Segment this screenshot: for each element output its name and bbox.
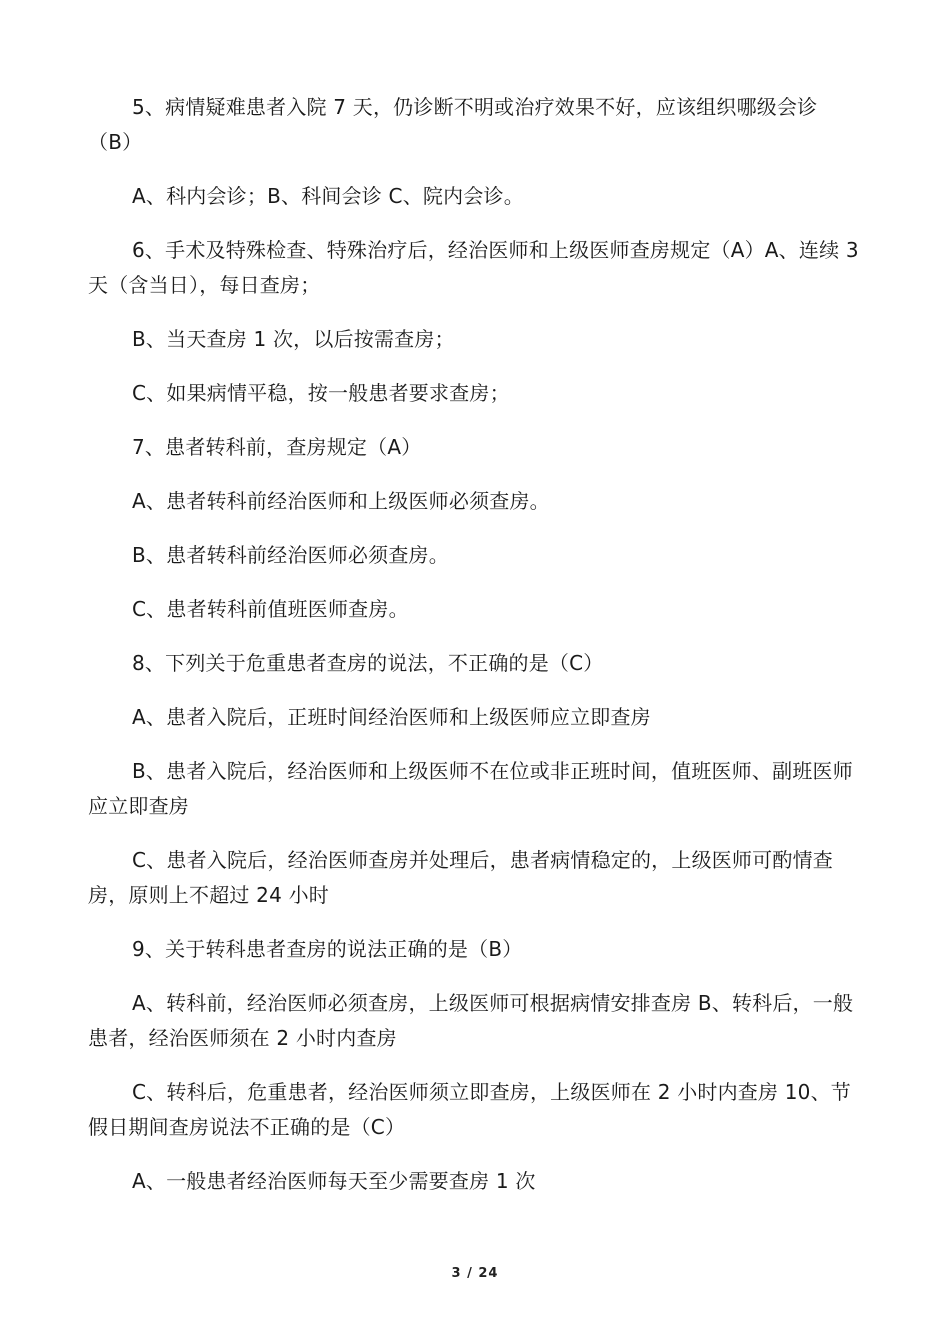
question-7-option-c: C、患者转科前值班医师查房。 <box>132 597 409 621</box>
question-5: 5、病情疑难患者入院 7 天，仍诊断不明或治疗效果不好，应该组织哪级会诊（B） <box>88 95 818 154</box>
question-9-option-a: A、转科前，经治医师必须查房，上级医师可根据病情安排查房 B、转科后，一般患者，经治医师须在 2 小时内查房 <box>88 991 854 1050</box>
question-8-option-a: A、患者入院后，正班时间经治医师和上级医师应立即查房 <box>132 705 651 729</box>
question-7-option-b: B、患者转科前经治医师必须查房。 <box>132 543 449 567</box>
question-8-option-c: C、患者入院后，经治医师查房并处理后，患者病情稳定的，上级医师可酌情查房，原则上不超过 24 小时 <box>88 848 833 907</box>
question-6: 6、手术及特殊检查、特殊治疗后，经治医师和上级医师查房规定（A）A、连续 3 天（含当日），每日查房； <box>88 238 859 297</box>
question-9-option-c: C、转科后，危重患者，经治医师须立即查房，上级医师在 2 小时内查房 10、节假日期间查房说法不正确的是（C） <box>88 1080 852 1139</box>
question-7: 7、患者转科前，查房规定（A） <box>132 435 422 459</box>
question-9: 9、关于转科患者查房的说法正确的是（B） <box>132 937 523 961</box>
question-5-options: A、科内会诊；B、科间会诊 C、院内会诊。 <box>132 184 524 208</box>
question-7-option-a: A、患者转科前经治医师和上级医师必须查房。 <box>132 489 550 513</box>
question-10-option-a: A、一般患者经治医师每天至少需要查房 1 次 <box>132 1169 536 1193</box>
question-6-option-b: B、当天查房 1 次，以后按需查房； <box>132 327 455 351</box>
question-6-option-c: C、如果病情平稳，按一般患者要求查房； <box>132 381 510 405</box>
document-body <box>88 90 860 1218</box>
question-8-option-b: B、患者入院后，经治医师和上级医师不在位或非正班时间，值班医师、副班医师应立即查房 <box>88 759 853 818</box>
question-8: 8、下列关于危重患者查房的说法，不正确的是（C） <box>132 651 604 675</box>
page-number: 3 / 24 <box>451 1266 499 1281</box>
